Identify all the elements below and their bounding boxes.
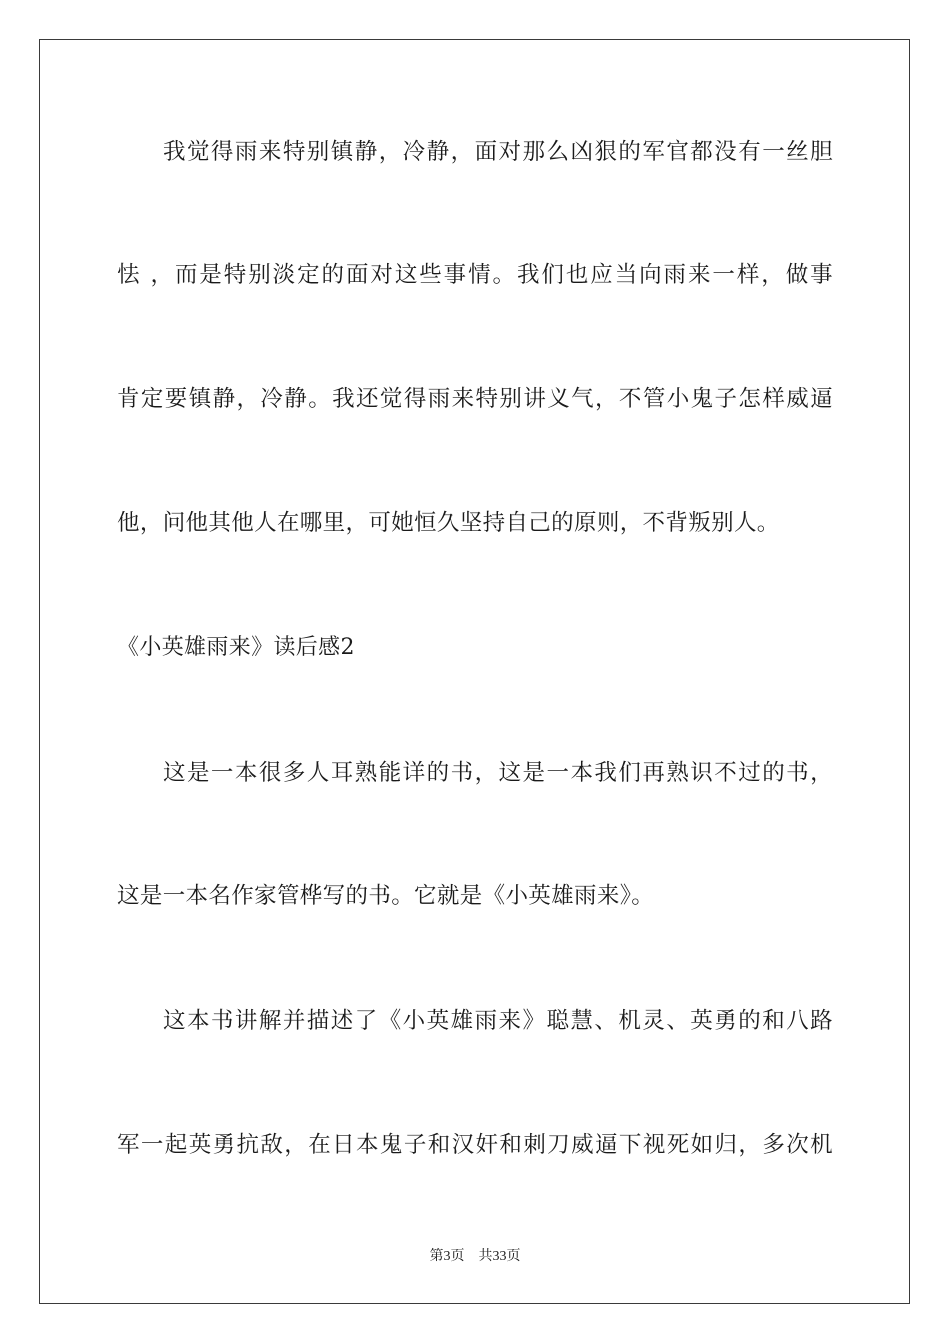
paragraph-line: 他，问他其他人在哪里，可她恒久坚持自己的原则，不背叛别人。 <box>117 510 780 536</box>
section-heading: 《小英雄雨来》读后感2 <box>117 635 355 660</box>
page-number: 第3页 <box>429 1249 465 1264</box>
total-pages: 共33页 <box>478 1249 521 1264</box>
paragraph-line: 这是一本名作家管桦写的书。它就是《小英雄雨来》。 <box>117 883 655 909</box>
paragraph-line: 怯 ，而是特别淡定的面对这些事情。我们也应当向雨来一样，做事 <box>117 262 833 288</box>
paragraph-line: 这本书讲解并描述了《小英雄雨来》聪慧、机灵、英勇的和八路 <box>163 1008 833 1034</box>
page-border <box>39 39 910 1304</box>
paragraph-line: 肯定要镇静，冷静。我还觉得雨来特别讲义气，不管小鬼子怎样威逼 <box>117 386 833 412</box>
page-footer <box>0 1248 950 1266</box>
paragraph-line: 我觉得雨来特别镇静，冷静，面对那么凶狠的军官都没有一丝胆 <box>163 139 833 165</box>
paragraph-line: 军一起英勇抗敌，在日本鬼子和汉奸和刺刀威逼下视死如归，多次机 <box>117 1132 833 1158</box>
paragraph-line: 这是一本很多人耳熟能详的书，这是一本我们再熟识不过的书， <box>163 760 833 786</box>
